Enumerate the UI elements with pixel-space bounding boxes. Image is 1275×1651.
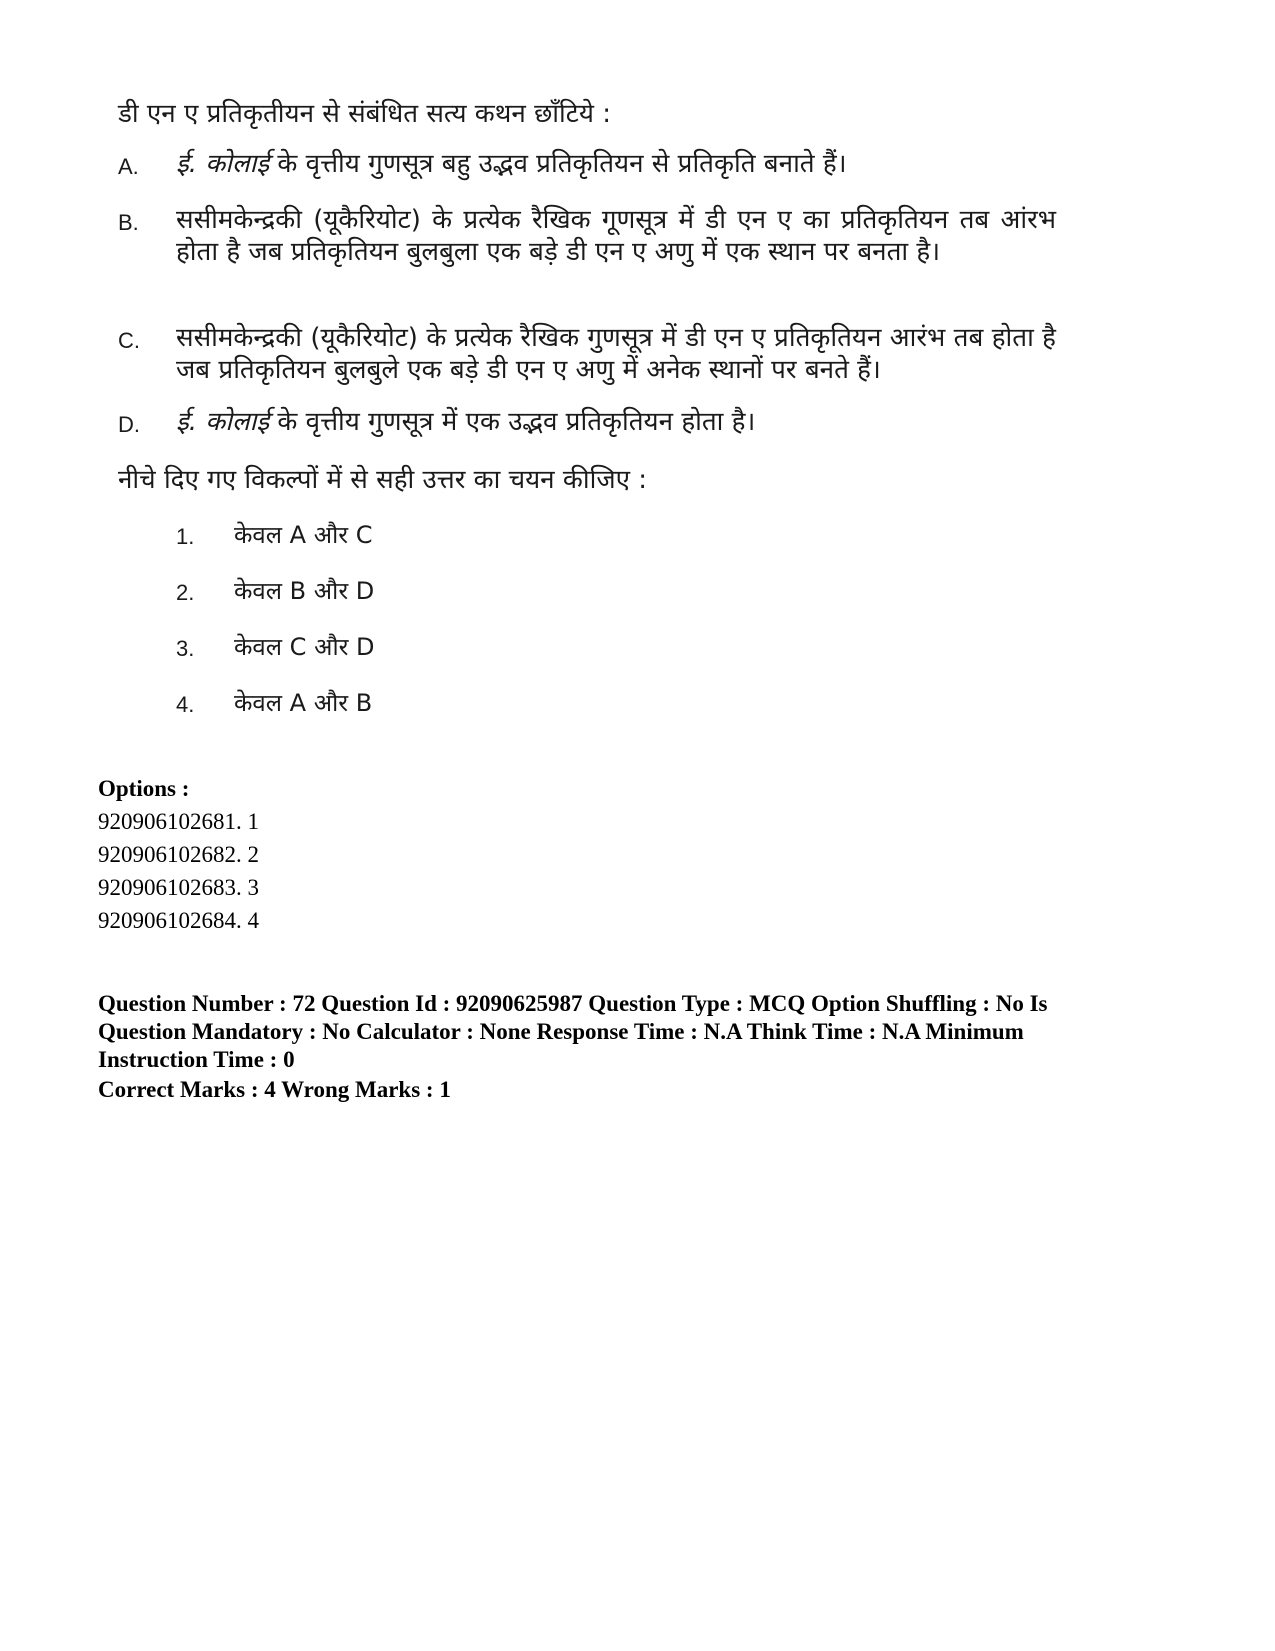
statement-text: ससीमकेन्द्रकी (यूकैरियोट) के प्रत्येक रैखिक गूणसूत्र में डी एन ए का प्रतिकृतियन तब आंरभ होता है जब प्रतिकृतियन बुलबुला एक बड़े डी एन ए अणु में एक स्थान पर बनता है।	[176, 205, 1056, 267]
option-line-1: 920906102681. 1	[98, 809, 259, 834]
choice-number: 2.	[176, 580, 195, 605]
statement-text	[176, 148, 1056, 180]
choice-3	[176, 630, 576, 670]
question-meta: Question Number : 72 Question Id : 92090625987 Question Type : MCQ Option Shuffling : No Is Question Mandatory : No Calculator : None Response Time : N.A Think Time : N.A Minimum Instruction Time : 0	[98, 991, 1048, 1072]
question-instruction: नीचे दिए गए विकल्पों में से सही उत्तर का चयन कीजिए :	[118, 465, 648, 495]
choice-number: 1.	[176, 524, 195, 549]
statement-text: ससीमकेन्द्रकी (यूकैरियोट) के प्रत्येक रैखिक गुणसूत्र में डी एन ए प्रतिकृतियन आरंभ तब होता है जब प्रतिकृतियन बुलबुले एक बड़े डी एन ए अणु में अनेक स्थानों पर बनते हैं।	[176, 323, 1056, 385]
option-line-2: 920906102682. 2	[98, 842, 259, 867]
question-marks: Correct Marks : 4 Wrong Marks : 1	[98, 1077, 451, 1102]
choice-text: केवल C और D	[234, 633, 375, 661]
choice-text: केवल A और B	[234, 689, 373, 717]
choice-text: केवल B और D	[234, 577, 375, 605]
statement-text	[176, 406, 1056, 438]
question-title: डी एन ए प्रतिकृतीयन से संबंधित सत्य कथन छाँटिये :	[118, 99, 611, 129]
statement-body: के वृत्तीय गुणसूत्र में एक उद्भव प्रतिकृतियन होता है।	[269, 407, 756, 437]
statement-letter: B.	[118, 210, 139, 235]
option-line-3: 920906102683. 3	[98, 875, 259, 900]
statement-letter: C.	[118, 328, 140, 353]
choice-number: 4.	[176, 692, 195, 717]
statement-italic-prefix: ई. कोलाई	[176, 149, 270, 179]
choice-4	[176, 686, 576, 726]
choice-2	[176, 574, 576, 614]
statement-letter: D.	[118, 412, 140, 437]
options-heading: Options :	[98, 776, 190, 801]
statement-letter: A.	[118, 154, 139, 179]
statement-body: के वृत्तीय गुणसूत्र बहु उद्भव प्रतिकृतियन से प्रतिकृति बनाते हैं।	[269, 149, 847, 179]
statement-italic-prefix: ई. कोलाई	[176, 407, 270, 437]
option-line-4: 920906102684. 4	[98, 908, 259, 933]
choice-text: केवल A और C	[234, 521, 373, 549]
choice-1	[176, 518, 576, 558]
question-image	[100, 80, 1100, 760]
choice-number: 3.	[176, 636, 195, 661]
